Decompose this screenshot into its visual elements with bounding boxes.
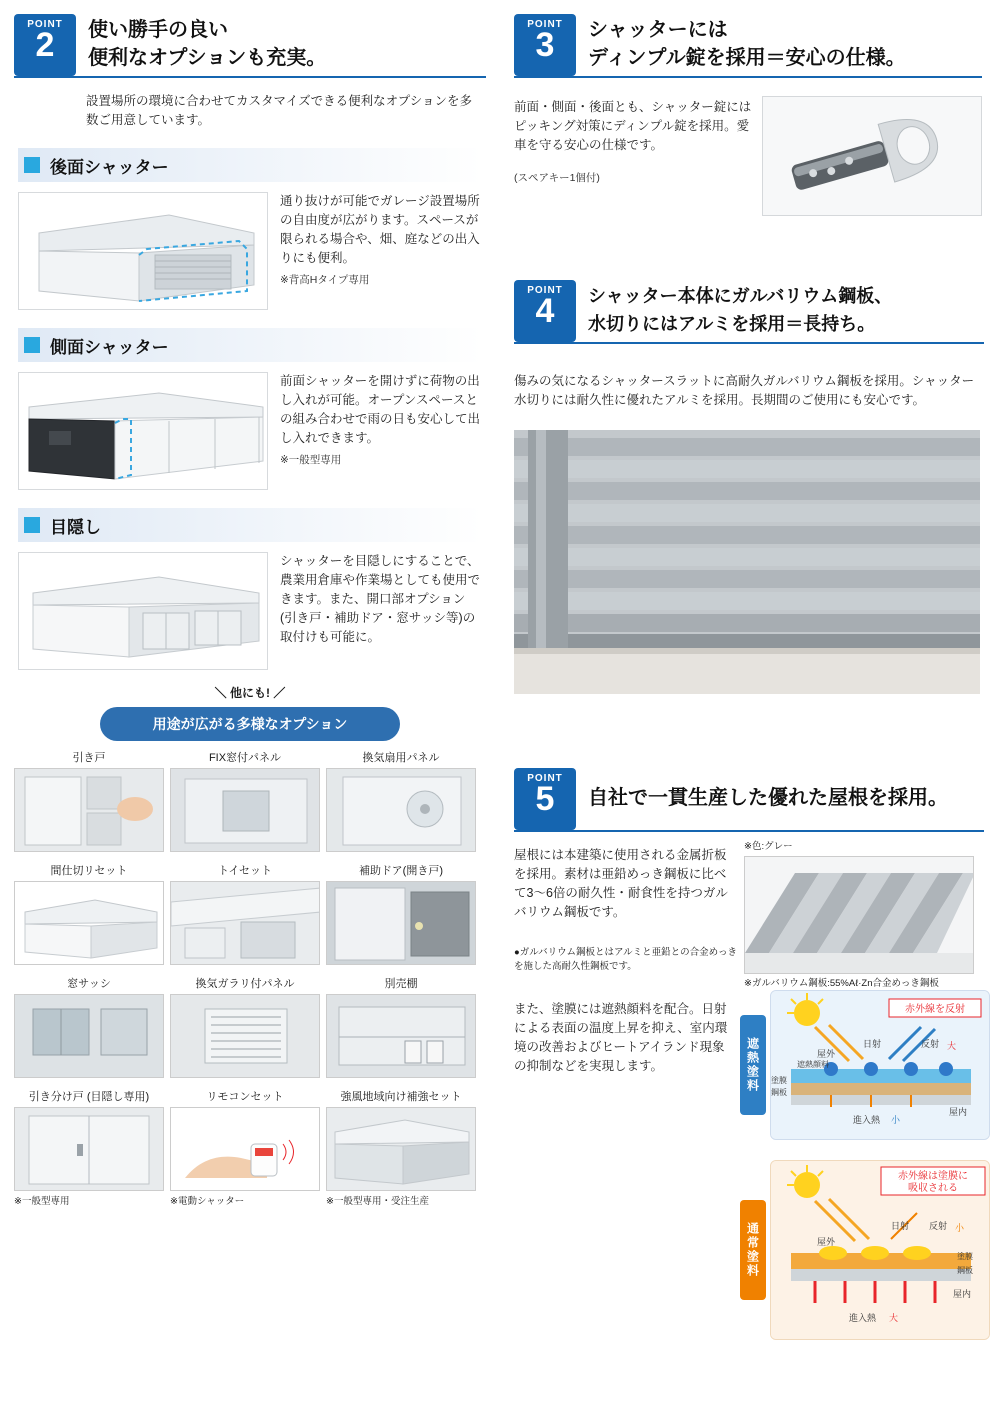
svg-text:赤外線を反射: 赤外線を反射 bbox=[905, 1004, 965, 1015]
svg-text:日射: 日射 bbox=[863, 1039, 882, 1049]
svg-text:屋外: 屋外 bbox=[817, 1237, 836, 1247]
blindfold-photo bbox=[18, 552, 268, 670]
option-title: 間仕切リセット bbox=[50, 865, 128, 877]
point2-header bbox=[14, 14, 486, 78]
point4-text: 傷みの気になるシャッタースラットに高耐久ガルバリウム鋼板を採用。シャッター水切りには耐久性に優れたアルミを採用。長期間のご使用にも安心です。 bbox=[514, 374, 975, 407]
section-bar-blindfold bbox=[18, 508, 482, 542]
square-icon bbox=[24, 517, 40, 533]
option-item bbox=[326, 1088, 476, 1207]
options-ribbon: 用途が広がる多様なオプション bbox=[100, 707, 400, 741]
option-image bbox=[170, 768, 320, 852]
point2-title-line1: 使い勝手の良い bbox=[88, 19, 228, 41]
side-shutter-note: ※一般型専用 bbox=[280, 454, 342, 466]
option-title: 換気ガラリ付パネル bbox=[195, 978, 295, 990]
option-item bbox=[14, 975, 164, 1080]
point2-badge bbox=[14, 14, 76, 76]
svg-text:日射: 日射 bbox=[891, 1221, 910, 1231]
point2-badge-label: POINT bbox=[27, 19, 63, 30]
option-title: 強風地域向け補強セット bbox=[340, 1091, 462, 1103]
square-icon bbox=[24, 337, 40, 353]
option-image bbox=[326, 881, 476, 965]
svg-text:鋼板: 鋼板 bbox=[771, 1088, 787, 1097]
option-title: 補助ドア(開き戸) bbox=[359, 865, 443, 877]
point5-header bbox=[514, 768, 984, 832]
option-title: 別売棚 bbox=[384, 978, 418, 990]
diagram-image bbox=[770, 1160, 990, 1340]
point5-title: 自社で一貫生産した優れた屋根を採用。 bbox=[588, 787, 948, 809]
roof-spec-note: ※ガルバリウム鋼板:55%Aℓ·Zn合金めっき鋼板 bbox=[744, 978, 939, 989]
option-note: ※一般型専用 bbox=[14, 1196, 70, 1207]
option-image bbox=[14, 994, 164, 1078]
point5-text1: 屋根には本建築に使用される金属折板を採用。素材は亜鉛めっき鋼板に比べて3〜6倍の耐久性・耐食性を持つガルバリウム鋼板です。 bbox=[514, 848, 728, 919]
point4-badge bbox=[514, 280, 576, 342]
option-title: 引き戸 bbox=[72, 752, 106, 764]
point3-note: (スペアキー1個付) bbox=[514, 172, 600, 184]
point4-title-line2: 水切りにはアルミを採用＝長持ち。 bbox=[588, 314, 876, 334]
svg-text:屋外: 屋外 bbox=[817, 1049, 836, 1059]
option-image bbox=[326, 994, 476, 1078]
section-bar-side-shutter bbox=[18, 328, 482, 362]
point4-title bbox=[588, 280, 984, 338]
section-heading: 目隠し bbox=[50, 517, 101, 537]
option-image bbox=[14, 768, 164, 852]
point3-header bbox=[514, 14, 982, 78]
point2-badge-number: 2 bbox=[35, 26, 55, 64]
point5-underline bbox=[514, 830, 984, 832]
point5-bullet: ●ガルバリウム鋼板とはアルミと亜鉛との合金めっきを施した高耐久性鋼板です。 bbox=[514, 947, 738, 972]
point4-underline bbox=[514, 342, 984, 344]
diagram-heat-shield bbox=[740, 990, 990, 1140]
option-image bbox=[170, 881, 320, 965]
option-title: 引き分け戸 (目隠し専用) bbox=[28, 1091, 150, 1103]
blindfold-text: シャッターを目隠しにすることで、農業用倉庫や作業場としても使用できます。また、開口部オプション(引き戸・補助ドア・窓サッシ等)の取付けも可能に。 bbox=[280, 554, 481, 644]
rear-shutter-text: 通り抜けが可能でガレージ設置場所の自由度が広がります。スペースが限られる場合や、畑、庭などの出入りにも便利。 bbox=[280, 194, 480, 265]
option-item bbox=[14, 862, 164, 967]
point2-title-line2: 便利なオプションも充実。 bbox=[88, 47, 327, 69]
also-label: ＼ 他にも! ／ bbox=[214, 686, 286, 700]
option-item bbox=[170, 749, 320, 854]
point3-title-line2: ディンプル錠を採用＝安心の仕様。 bbox=[588, 47, 906, 69]
roof-color-note: ※色:グレー bbox=[744, 841, 793, 852]
point2-underline bbox=[14, 76, 486, 78]
option-title: 換気扇用パネル bbox=[362, 752, 440, 764]
option-image bbox=[326, 1107, 476, 1191]
option-item bbox=[326, 862, 476, 967]
svg-text:吸収される: 吸収される bbox=[908, 1183, 958, 1194]
svg-text:遮熱顔料: 遮熱顔料 bbox=[797, 1060, 829, 1069]
point3-title bbox=[588, 14, 982, 72]
option-item bbox=[326, 975, 476, 1080]
option-note: ※電動シャッター bbox=[170, 1196, 245, 1207]
option-title: リモコンセット bbox=[206, 1091, 284, 1103]
rear-shutter-note: ※背高Hタイプ専用 bbox=[280, 274, 370, 286]
point5-text2: また、塗膜には遮熱顔料を配合。日射による表面の温度上昇を抑え、室内環境の改善およびヒートアイランド現象の抑制などを実現します。 bbox=[514, 1002, 728, 1073]
option-image bbox=[14, 881, 164, 965]
svg-text:反射: 反射 bbox=[929, 1221, 948, 1231]
option-item bbox=[14, 1088, 164, 1207]
option-title: 窓サッシ bbox=[67, 978, 111, 990]
point4-badge-label: POINT bbox=[527, 285, 563, 296]
diagram-side-label: 遮熱塗料 bbox=[740, 1015, 766, 1115]
svg-text:塗膜: 塗膜 bbox=[771, 1076, 787, 1085]
side-shutter-text: 前面シャッターを開けずに荷物の出し入れが可能。オープンスペースとの組み合わせで雨の日も安心して出し入れできます。 bbox=[280, 374, 481, 445]
diagram-normal-paint bbox=[740, 1160, 990, 1340]
roof-photo bbox=[744, 856, 974, 974]
option-item bbox=[170, 975, 320, 1080]
svg-text:反射: 反射 bbox=[921, 1039, 940, 1049]
option-title: FIX窓付パネル bbox=[208, 752, 282, 764]
option-image bbox=[170, 994, 320, 1078]
svg-text:小: 小 bbox=[891, 1115, 901, 1125]
square-icon bbox=[24, 157, 40, 173]
svg-text:大: 大 bbox=[947, 1041, 957, 1051]
point3-underline bbox=[514, 76, 982, 78]
option-item bbox=[14, 749, 164, 854]
roof-photo-wrap bbox=[744, 840, 974, 991]
svg-text:進入熱: 進入熱 bbox=[853, 1115, 881, 1125]
rear-shutter-photo bbox=[18, 192, 268, 310]
point4-badge-number: 4 bbox=[535, 292, 555, 330]
section-heading: 側面シャッター bbox=[50, 337, 169, 357]
svg-text:塗膜: 塗膜 bbox=[957, 1252, 973, 1261]
point3-text: 前面・側面・後面とも、シャッター錠にはピッキング対策にディンプル錠を採用。愛車を守る安心の仕様です。 bbox=[514, 100, 752, 152]
right-column bbox=[500, 0, 1000, 1413]
diagram-side-label: 通常塗料 bbox=[740, 1200, 766, 1300]
option-item bbox=[326, 749, 476, 854]
option-image bbox=[14, 1107, 164, 1191]
option-item bbox=[170, 1088, 320, 1207]
svg-text:屋内: 屋内 bbox=[949, 1107, 968, 1117]
section-bar-rear-shutter bbox=[18, 148, 482, 182]
option-note: ※一般型専用・受注生産 bbox=[326, 1196, 429, 1207]
option-image bbox=[326, 768, 476, 852]
diagram-image bbox=[770, 990, 990, 1140]
svg-text:赤外線は塗膜に: 赤外線は塗膜に bbox=[898, 1171, 968, 1182]
point5-badge-number: 5 bbox=[535, 780, 555, 818]
svg-text:屋内: 屋内 bbox=[953, 1289, 972, 1299]
point5-badge bbox=[514, 768, 576, 830]
dimple-key-photo bbox=[762, 96, 982, 216]
options-grid bbox=[14, 749, 484, 1215]
option-title: トイセット bbox=[217, 865, 273, 877]
shutter-slat-photo bbox=[514, 430, 980, 697]
point4-title-line1: シャッター本体にガルバリウム鋼板、 bbox=[588, 286, 893, 306]
point5-badge-label: POINT bbox=[527, 773, 563, 784]
point4-header bbox=[514, 280, 984, 344]
point3-badge bbox=[514, 14, 576, 76]
point3-badge-label: POINT bbox=[527, 19, 563, 30]
svg-text:鋼板: 鋼板 bbox=[957, 1266, 973, 1275]
side-shutter-photo bbox=[18, 372, 268, 490]
point3-badge-number: 3 bbox=[535, 26, 555, 64]
point3-title-line1: シャッターには bbox=[588, 19, 728, 41]
svg-text:進入熱: 進入熱 bbox=[849, 1313, 877, 1323]
svg-text:小: 小 bbox=[955, 1223, 965, 1233]
section-heading: 後面シャッター bbox=[50, 157, 169, 177]
point2-title bbox=[88, 14, 486, 72]
option-image bbox=[170, 1107, 320, 1191]
svg-text:大: 大 bbox=[889, 1313, 899, 1323]
point2-intro: 設置場所の環境に合わせてカスタマイズできる便利なオプションを多数ご用意しています。 bbox=[86, 94, 473, 127]
option-item bbox=[170, 862, 320, 967]
